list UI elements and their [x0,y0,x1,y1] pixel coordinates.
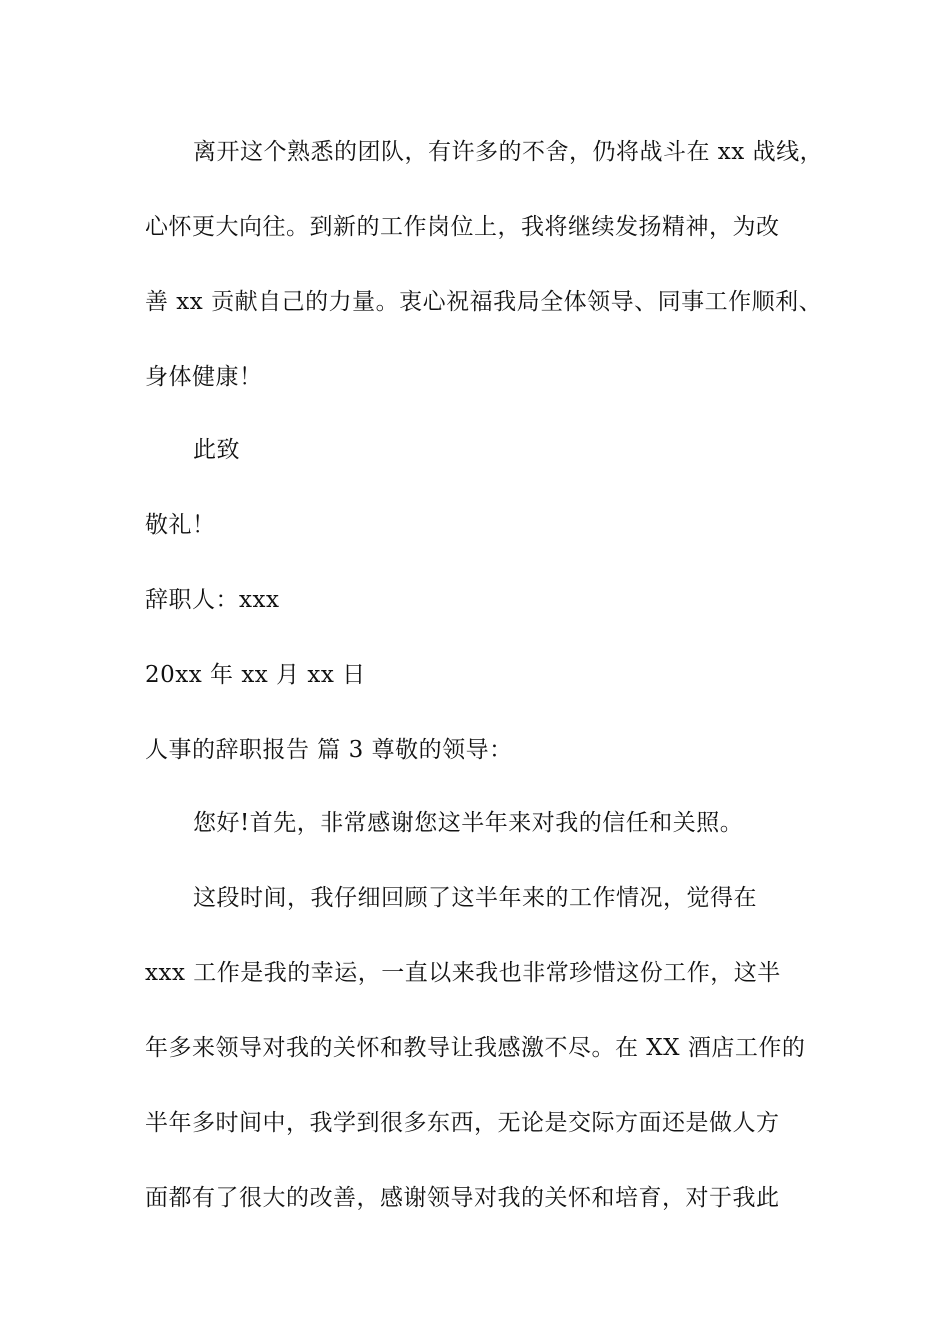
paragraph-line: 善 xx 贡献自己的力量。衷心祝福我局全体领导、同事工作顺利、 [145,289,823,315]
date-line: 20xx 年 xx 月 xx 日 [145,662,366,688]
paragraph-line: 离开这个熟悉的团队，有许多的不舍，仍将战斗在 xx 战线， [193,139,824,165]
paragraph-line: 年多来领导对我的关怀和教导让我感激不尽。在 XX 酒店工作的 [145,1035,806,1061]
paragraph-line: 半年多时间中，我学到很多东西，无论是交际方面还是做人方 [145,1110,780,1136]
paragraph-line: 您好!首先，非常感谢您这半年来对我的信任和关照。 [193,810,744,836]
paragraph-line: 身体健康！ [145,364,263,390]
paragraph-line: 心怀更大向往。到新的工作岗位上，我将继续发扬精神，为改 [145,214,780,240]
closing-salutation: 此致 [193,437,240,463]
paragraph-line: 这段时间，我仔细回顾了这半年来的工作情况，觉得在 [193,885,757,911]
paragraph-line: xxx 工作是我的幸运，一直以来我也非常珍惜这份工作，这半 [145,960,781,986]
section-heading: 人事的辞职报告 篇 3 尊敬的领导： [145,737,513,763]
paragraph-line: 面都有了很大的改善，感谢领导对我的关怀和培育，对于我此 [145,1185,780,1211]
signature-line: 辞职人：xxx [145,587,280,613]
closing-respect: 敬礼！ [145,512,216,538]
